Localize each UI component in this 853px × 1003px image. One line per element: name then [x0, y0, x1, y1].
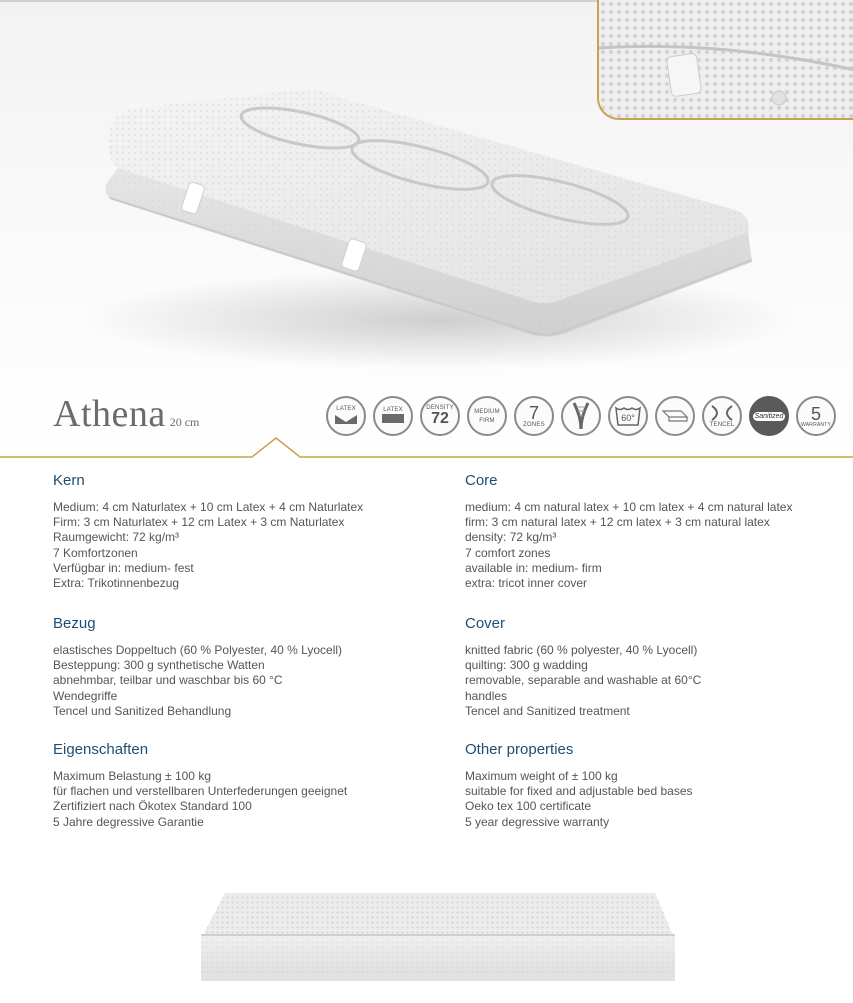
- wash-60-icon: [608, 396, 648, 436]
- badge-label: DENSITY: [426, 405, 454, 411]
- spec-line: removable, separable and washable at 60°C: [465, 673, 702, 688]
- badge-value: 7: [528, 403, 539, 423]
- spec-line: Firm: 3 cm Naturlatex + 12 cm Latex + 3 cm Naturlatex: [53, 515, 345, 530]
- spec-list: [53, 769, 433, 830]
- spec-line: 7 comfort zones: [465, 545, 551, 560]
- spec-list: [53, 643, 433, 719]
- firmness-icon: [467, 396, 507, 436]
- spec-list: [465, 769, 845, 830]
- bezug-section: [53, 615, 433, 719]
- spec-line: available in: medium- firm: [465, 560, 602, 575]
- badge-label: 60°: [621, 413, 635, 423]
- spec-line: medium: 4 cm natural latex + 10 cm latex + 4 cm natural latex: [465, 500, 793, 514]
- product-name: Athena: [53, 393, 166, 435]
- gold-divider: [0, 436, 853, 458]
- spec-line: 5 Jahre degressive Garantie: [53, 814, 204, 829]
- spec-line: quilting: 300 g wadding: [465, 658, 588, 673]
- spec-line: handles: [465, 688, 508, 703]
- spec-line: suitable for fixed and adjustable bed bases: [465, 784, 693, 799]
- warranty-icon: [796, 396, 836, 436]
- section-heading: Eigenschaften: [53, 741, 149, 758]
- spec-line: Raumgewicht: 72 kg/m³: [53, 530, 180, 545]
- latex-wave-icon: [326, 396, 366, 436]
- badge-label: LATEX: [336, 406, 356, 412]
- badge-label: FIRM: [479, 417, 495, 424]
- section-heading: Cover: [465, 615, 506, 632]
- spec-line: für flachen und verstellbaren Unterfederungen geeignet: [53, 784, 348, 799]
- badge-value: 5: [810, 403, 821, 424]
- spec-line: abnehmbar, teilbar und waschbar bis 60 °C: [53, 673, 283, 688]
- spec-list: [465, 643, 845, 719]
- spec-list: [465, 500, 845, 591]
- spec-line: Maximum Belastung ± 100 kg: [53, 769, 211, 783]
- sanitized-icon: [749, 396, 789, 436]
- badge-label: MEDIUM: [474, 408, 500, 415]
- badge-value: 72: [431, 410, 449, 427]
- zipper-icon: [561, 396, 601, 436]
- spec-line: Verfügbar in: medium- fest: [53, 560, 194, 575]
- core-section: [465, 472, 845, 591]
- feature-icons: [326, 396, 848, 440]
- spec-line: Tencel and Sanitized treatment: [465, 703, 630, 718]
- spec-line: Wendegriffe: [53, 688, 118, 703]
- hero-section: [0, 0, 853, 458]
- spec-line: Oeko tex 100 certificate: [465, 799, 592, 814]
- spec-line: Tencel und Sanitized Behandlung: [53, 703, 232, 718]
- density-icon: [420, 396, 460, 436]
- eigenschaften-section: [53, 741, 433, 830]
- handles-icon: [655, 396, 695, 436]
- spec-line: Zertifiziert nach Ökotex Standard 100: [53, 799, 252, 814]
- spec-list: [53, 500, 433, 591]
- kern-section: [53, 472, 433, 591]
- section-heading: Bezug: [53, 615, 96, 632]
- spec-line: extra: tricot inner cover: [465, 576, 588, 591]
- mattress-side-image: [195, 885, 675, 995]
- spec-line: elastisches Doppeltuch (60 % Polyester, 40 % Lyocell): [53, 643, 343, 657]
- cover-section: [465, 615, 845, 719]
- spec-line: knitted fabric (60 % polyester, 40 % Lyocell): [465, 643, 698, 657]
- zones-icon: [514, 396, 554, 436]
- badge-label: Sanitized: [754, 412, 784, 420]
- spec-line: 5 year degressive warranty: [465, 814, 610, 829]
- latex-layer-icon: [373, 396, 413, 436]
- badge-label: TENCEL: [709, 422, 735, 428]
- spec-line: 7 Komfortzonen: [53, 545, 138, 560]
- spec-line: firm: 3 cm natural latex + 12 cm latex + 3 cm natural latex: [465, 515, 770, 530]
- spec-line: Extra: Trikotinnenbezug: [53, 576, 180, 591]
- badge-label: LATEX: [383, 407, 403, 413]
- other-properties-section: [465, 741, 845, 830]
- section-heading: Kern: [53, 472, 85, 489]
- badge-label: WARRANTY: [800, 421, 832, 428]
- fabric-closeup-image: [597, 0, 853, 120]
- spec-line: density: 72 kg/m³: [465, 530, 557, 545]
- tencel-icon: [702, 396, 742, 436]
- product-title: [53, 392, 199, 436]
- product-size: 20 cm: [169, 415, 200, 429]
- badge-label: ZONES: [523, 422, 545, 428]
- spec-line: Medium: 4 cm Naturlatex + 10 cm Latex + 4 cm Naturlatex: [53, 500, 364, 514]
- spec-line: Besteppung: 300 g synthetische Watten: [53, 658, 265, 673]
- section-heading: Other properties: [465, 741, 574, 758]
- section-heading: Core: [465, 472, 498, 489]
- spec-line: Maximum weight of ± 100 kg: [465, 769, 618, 783]
